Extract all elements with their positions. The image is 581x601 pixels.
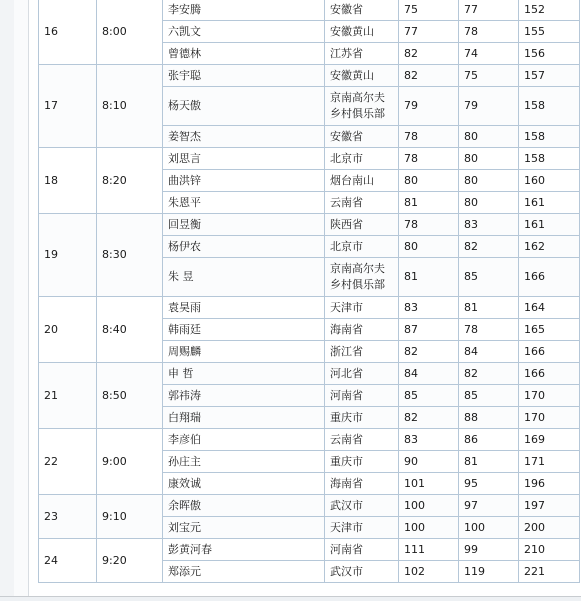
round-two-score-cell: 81 xyxy=(459,451,519,473)
region-cell: 天津市 xyxy=(325,517,399,539)
region-cell: 河南省 xyxy=(325,385,399,407)
round-two-score-cell: 119 xyxy=(459,561,519,583)
total-score-cell: 171 xyxy=(519,451,580,473)
round-two-score-cell: 100 xyxy=(459,517,519,539)
round-two-score-cell: 82 xyxy=(459,236,519,258)
table-row xyxy=(39,495,580,517)
total-score-cell: 158 xyxy=(519,87,580,126)
group-number-cell: 23 xyxy=(39,495,97,539)
round-two-score-cell: 99 xyxy=(459,539,519,561)
player-name-cell: 孙庄主 xyxy=(163,451,325,473)
tee-time-cell: 8:00 xyxy=(97,0,163,65)
player-name-cell: 郭祎涛 xyxy=(163,385,325,407)
round-one-score-cell: 81 xyxy=(399,192,459,214)
player-name-cell: 刘宝元 xyxy=(163,517,325,539)
total-score-cell: 158 xyxy=(519,126,580,148)
group-number-cell: 18 xyxy=(39,148,97,214)
player-name-cell: 朱 昱 xyxy=(163,258,325,297)
total-score-cell: 161 xyxy=(519,214,580,236)
region-cell: 云南省 xyxy=(325,192,399,214)
round-one-score-cell: 83 xyxy=(399,297,459,319)
tee-time-cell: 8:20 xyxy=(97,148,163,214)
total-score-cell: 170 xyxy=(519,385,580,407)
region-cell: 天津市 xyxy=(325,297,399,319)
tee-time-cell: 8:10 xyxy=(97,65,163,148)
total-score-cell: 155 xyxy=(519,21,580,43)
region-cell: 重庆市 xyxy=(325,407,399,429)
region-cell: 京南高尔夫乡村俱乐部 xyxy=(325,258,399,297)
total-score-cell: 166 xyxy=(519,341,580,363)
round-one-score-cell: 90 xyxy=(399,451,459,473)
round-one-score-cell: 102 xyxy=(399,561,459,583)
round-two-score-cell: 77 xyxy=(459,0,519,21)
table-row xyxy=(39,148,580,170)
region-cell: 烟台南山 xyxy=(325,170,399,192)
player-name-cell: 康效诚 xyxy=(163,473,325,495)
left-frame-rail-inner xyxy=(14,0,29,600)
region-cell: 海南省 xyxy=(325,473,399,495)
player-name-cell: 杨天傲 xyxy=(163,87,325,126)
group-number-cell: 17 xyxy=(39,65,97,148)
round-one-score-cell: 78 xyxy=(399,214,459,236)
tee-time-results-table xyxy=(38,0,580,583)
round-one-score-cell: 83 xyxy=(399,429,459,451)
round-two-score-cell: 79 xyxy=(459,87,519,126)
region-cell: 安徽省 xyxy=(325,0,399,21)
player-name-cell: 韩雨廷 xyxy=(163,319,325,341)
region-cell: 浙江省 xyxy=(325,341,399,363)
total-score-cell: 170 xyxy=(519,407,580,429)
round-one-score-cell: 80 xyxy=(399,170,459,192)
total-score-cell: 166 xyxy=(519,363,580,385)
player-name-cell: 周赐麟 xyxy=(163,341,325,363)
region-cell: 武汉市 xyxy=(325,495,399,517)
round-one-score-cell: 82 xyxy=(399,407,459,429)
player-name-cell: 郑添元 xyxy=(163,561,325,583)
total-score-cell: 197 xyxy=(519,495,580,517)
round-one-score-cell: 77 xyxy=(399,21,459,43)
total-score-cell: 166 xyxy=(519,258,580,297)
results-table-body xyxy=(39,0,580,583)
round-two-score-cell: 75 xyxy=(459,65,519,87)
round-two-score-cell: 85 xyxy=(459,258,519,297)
player-name-cell: 李安腾 xyxy=(163,0,325,21)
group-number-cell: 20 xyxy=(39,297,97,363)
round-one-score-cell: 79 xyxy=(399,87,459,126)
table-row xyxy=(39,429,580,451)
round-one-score-cell: 101 xyxy=(399,473,459,495)
round-two-score-cell: 78 xyxy=(459,319,519,341)
tee-time-cell: 8:30 xyxy=(97,214,163,297)
round-one-score-cell: 87 xyxy=(399,319,459,341)
total-score-cell: 164 xyxy=(519,297,580,319)
total-score-cell: 156 xyxy=(519,43,580,65)
round-two-score-cell: 74 xyxy=(459,43,519,65)
round-two-score-cell: 80 xyxy=(459,148,519,170)
total-score-cell: 162 xyxy=(519,236,580,258)
round-two-score-cell: 97 xyxy=(459,495,519,517)
round-one-score-cell: 82 xyxy=(399,341,459,363)
player-name-cell: 杨伊农 xyxy=(163,236,325,258)
total-score-cell: 169 xyxy=(519,429,580,451)
total-score-cell: 196 xyxy=(519,473,580,495)
round-one-score-cell: 78 xyxy=(399,148,459,170)
total-score-cell: 152 xyxy=(519,0,580,21)
player-name-cell: 余晖傲 xyxy=(163,495,325,517)
round-one-score-cell: 75 xyxy=(399,0,459,21)
round-two-score-cell: 88 xyxy=(459,407,519,429)
round-one-score-cell: 100 xyxy=(399,495,459,517)
region-cell: 重庆市 xyxy=(325,451,399,473)
table-row xyxy=(39,0,580,21)
round-two-score-cell: 80 xyxy=(459,192,519,214)
player-name-cell: 李彦伯 xyxy=(163,429,325,451)
region-cell: 江苏省 xyxy=(325,43,399,65)
bottom-frame-edge xyxy=(0,596,581,601)
tee-time-cell: 8:50 xyxy=(97,363,163,429)
player-name-cell: 姜智杰 xyxy=(163,126,325,148)
region-cell: 北京市 xyxy=(325,148,399,170)
round-two-score-cell: 80 xyxy=(459,126,519,148)
table-row xyxy=(39,363,580,385)
round-two-score-cell: 80 xyxy=(459,170,519,192)
region-cell: 北京市 xyxy=(325,236,399,258)
table-row xyxy=(39,297,580,319)
tee-time-cell: 9:10 xyxy=(97,495,163,539)
total-score-cell: 210 xyxy=(519,539,580,561)
player-name-cell: 申 哲 xyxy=(163,363,325,385)
player-name-cell: 刘思言 xyxy=(163,148,325,170)
round-two-score-cell: 83 xyxy=(459,214,519,236)
total-score-cell: 157 xyxy=(519,65,580,87)
group-number-cell: 16 xyxy=(39,0,97,65)
round-one-score-cell: 100 xyxy=(399,517,459,539)
table-row xyxy=(39,214,580,236)
region-cell: 京南高尔夫乡村俱乐部 xyxy=(325,87,399,126)
total-score-cell: 221 xyxy=(519,561,580,583)
group-number-cell: 21 xyxy=(39,363,97,429)
region-cell: 河北省 xyxy=(325,363,399,385)
round-two-score-cell: 81 xyxy=(459,297,519,319)
region-cell: 陕西省 xyxy=(325,214,399,236)
round-one-score-cell: 80 xyxy=(399,236,459,258)
round-one-score-cell: 85 xyxy=(399,385,459,407)
player-name-cell: 曾德林 xyxy=(163,43,325,65)
player-name-cell: 曲洪锌 xyxy=(163,170,325,192)
round-one-score-cell: 78 xyxy=(399,126,459,148)
round-one-score-cell: 81 xyxy=(399,258,459,297)
round-two-score-cell: 85 xyxy=(459,385,519,407)
region-cell: 安徽黄山 xyxy=(325,65,399,87)
region-cell: 安徽黄山 xyxy=(325,21,399,43)
round-two-score-cell: 82 xyxy=(459,363,519,385)
table-row xyxy=(39,539,580,561)
player-name-cell: 六凯文 xyxy=(163,21,325,43)
total-score-cell: 158 xyxy=(519,148,580,170)
round-one-score-cell: 111 xyxy=(399,539,459,561)
player-name-cell: 张宇聪 xyxy=(163,65,325,87)
round-two-score-cell: 84 xyxy=(459,341,519,363)
group-number-cell: 22 xyxy=(39,429,97,495)
group-number-cell: 24 xyxy=(39,539,97,583)
player-name-cell: 彭黄河春 xyxy=(163,539,325,561)
player-name-cell: 白翔瑞 xyxy=(163,407,325,429)
tee-time-cell: 9:00 xyxy=(97,429,163,495)
player-name-cell: 朱恩平 xyxy=(163,192,325,214)
total-score-cell: 160 xyxy=(519,170,580,192)
region-cell: 海南省 xyxy=(325,319,399,341)
player-name-cell: 袁昊雨 xyxy=(163,297,325,319)
total-score-cell: 161 xyxy=(519,192,580,214)
tee-time-cell: 9:20 xyxy=(97,539,163,583)
round-one-score-cell: 84 xyxy=(399,363,459,385)
region-cell: 安徽省 xyxy=(325,126,399,148)
region-cell: 河南省 xyxy=(325,539,399,561)
table-row xyxy=(39,65,580,87)
round-two-score-cell: 95 xyxy=(459,473,519,495)
round-one-score-cell: 82 xyxy=(399,65,459,87)
player-name-cell: 回昱衡 xyxy=(163,214,325,236)
round-one-score-cell: 82 xyxy=(399,43,459,65)
total-score-cell: 200 xyxy=(519,517,580,539)
left-frame-rail xyxy=(0,0,15,600)
round-two-score-cell: 78 xyxy=(459,21,519,43)
region-cell: 武汉市 xyxy=(325,561,399,583)
total-score-cell: 165 xyxy=(519,319,580,341)
region-cell: 云南省 xyxy=(325,429,399,451)
group-number-cell: 19 xyxy=(39,214,97,297)
round-two-score-cell: 86 xyxy=(459,429,519,451)
tee-time-cell: 8:40 xyxy=(97,297,163,363)
